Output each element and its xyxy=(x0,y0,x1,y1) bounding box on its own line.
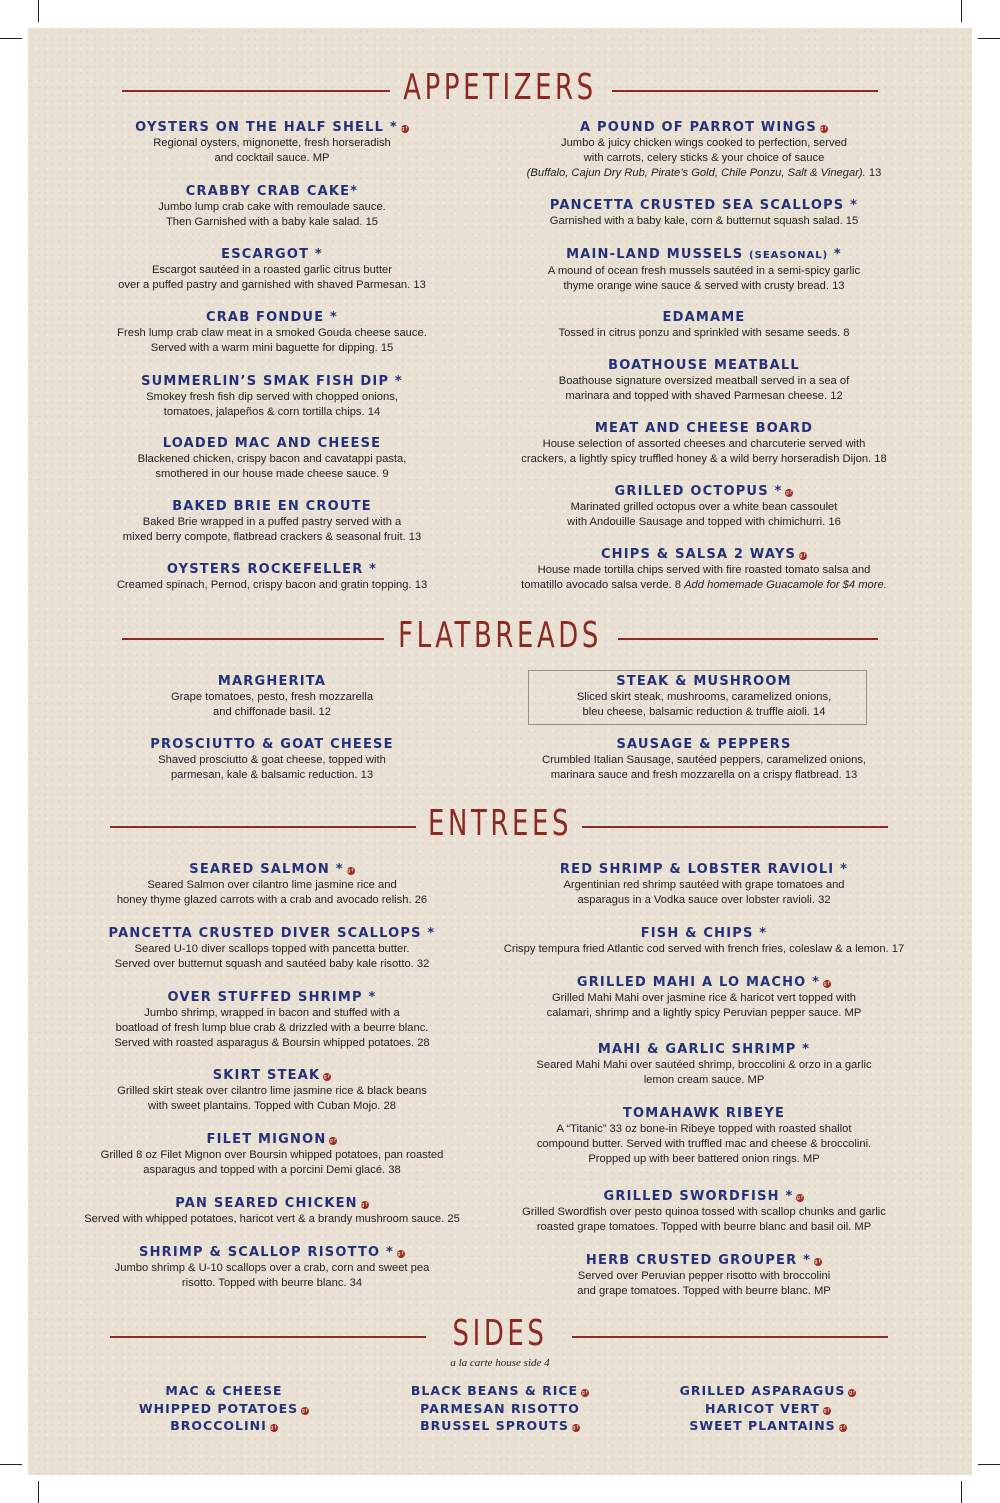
gf-dot-icon: gf xyxy=(785,490,794,496)
menu-item-name xyxy=(469,483,939,500)
side-item-name: SWEET PLANTAINS xyxy=(689,1418,836,1433)
description-text: asparagus and topped with a porcini Demi glacé. 38 xyxy=(143,1164,401,1176)
description-text: Jumbo lump crab cake with remoulade sauce. xyxy=(158,201,386,213)
menu-item-description xyxy=(42,405,502,420)
menu-item-title: STEAK & MUSHROOM xyxy=(616,674,792,689)
gf-dot-icon: gf xyxy=(397,1251,405,1257)
menu-item-title: BAKED BRIE EN CROUTE xyxy=(172,499,372,514)
menu-item-title: SHRIMP & SCALLOP RISOTTO * xyxy=(139,1245,394,1260)
menu-item-description xyxy=(42,1084,502,1099)
menu-item-description xyxy=(469,690,939,705)
sides-column xyxy=(94,1382,354,1435)
description-text: over a puffed pastry and garnished with shaved Parmesan. 13 xyxy=(118,279,426,291)
description-text: Grilled Swordfish over pesto quinoa tossed with scallop chunks and garlic xyxy=(522,1206,886,1218)
menu-item-name xyxy=(469,119,939,136)
menu-item-description xyxy=(42,278,502,293)
trim-mark xyxy=(961,0,962,22)
menu-item-name xyxy=(469,673,939,690)
menu-item xyxy=(469,861,939,908)
menu-item-description xyxy=(42,1006,502,1021)
description-text: A mound of ocean fresh mussels sautéed in a semi-spicy garlic xyxy=(547,265,861,277)
menu-item-title: HERB CRUSTED GROUPER * xyxy=(585,1253,812,1268)
menu-item-title: CRAB FONDUE * xyxy=(205,310,338,325)
gf-dot-icon: gf xyxy=(814,1259,822,1265)
description-text: marinara and topped with shaved Parmesan cheese. 12 xyxy=(565,390,843,402)
menu-item-description xyxy=(469,1073,939,1088)
section-header-entrees xyxy=(0,804,1000,844)
menu-item-title: GRILLED MAHI A LO MACHO * xyxy=(576,975,821,990)
menu-item xyxy=(469,197,939,229)
menu-item-description xyxy=(469,264,939,279)
section-title: ENTREES xyxy=(427,803,573,844)
menu-item-name xyxy=(42,736,502,753)
menu-item-title: ESCARGOT * xyxy=(221,247,323,262)
menu-item-description xyxy=(469,500,939,515)
sauce-options: (Buffalo, Cajun Dry Rub, Pirate’s Gold, Chile Ponzu, Salt & Vinegar). xyxy=(526,167,866,179)
menu-item-description xyxy=(469,1284,939,1299)
trim-mark xyxy=(961,1481,962,1503)
menu-item-description xyxy=(469,279,939,294)
menu-item-description xyxy=(42,515,502,530)
menu-item xyxy=(469,736,939,783)
gf-dot-icon: gf xyxy=(361,1202,369,1208)
menu-item-name xyxy=(42,119,502,136)
description-text: Garnished with a baby kale, corn & butternut squash salad. 15 xyxy=(549,215,859,227)
menu-item-description xyxy=(42,136,502,151)
description-text: Served with whipped potatoes, haricot vert & a brandy mushroom sauce. 25 xyxy=(84,1213,460,1225)
description-text: Served over butternut squash and sautéed baby kale risotto. 32 xyxy=(114,958,430,970)
description-text: Marinated grilled octopus over a white bean cassoulet xyxy=(570,501,838,513)
description-text: Seared Salmon over cilantro lime jasmine rice and xyxy=(147,879,397,891)
menu-item-description xyxy=(42,690,502,705)
menu-item-description xyxy=(469,136,939,151)
menu-item-description xyxy=(42,768,502,783)
menu-item-description xyxy=(469,893,939,908)
menu-item-description xyxy=(469,705,939,720)
menu-item xyxy=(42,1131,502,1178)
description-text: asparagus in a Vodka sauce over lobster ravioli. 32 xyxy=(577,894,831,906)
menu-item-description xyxy=(42,530,502,545)
gf-dot-icon: gf xyxy=(323,1074,331,1080)
menu-item-description xyxy=(469,1058,939,1073)
menu-item-title: PAN SEARED CHICKEN xyxy=(175,1196,358,1211)
description-text: Jumbo shrimp & U-10 scallops over a crab, corn and sweet pea xyxy=(114,1262,430,1274)
menu-item xyxy=(42,861,502,908)
side-item xyxy=(638,1400,898,1418)
menu-item-description xyxy=(42,151,502,166)
menu-item-name xyxy=(469,1041,939,1058)
side-item xyxy=(370,1417,630,1435)
menu-item xyxy=(42,989,502,1051)
menu-item-description xyxy=(42,957,502,972)
menu-item-description xyxy=(469,878,939,893)
side-item xyxy=(94,1382,354,1400)
sides-note: a la carte house side 4 xyxy=(450,1357,550,1369)
menu-item-description xyxy=(42,942,502,957)
gf-dot-icon: gf xyxy=(347,868,355,874)
menu-item-description xyxy=(42,467,502,482)
menu-item-description xyxy=(42,1276,502,1291)
menu-item-name xyxy=(469,1252,939,1269)
menu-item-description xyxy=(42,893,502,908)
sides-column xyxy=(370,1382,630,1435)
menu-item-description xyxy=(469,768,939,783)
menu-item-name xyxy=(42,373,502,390)
menu-item-name xyxy=(469,357,939,374)
menu-item-title: LOADED MAC AND CHEESE xyxy=(162,436,382,451)
menu-item xyxy=(469,546,939,593)
description-text: parmesan, kale & balsamic reduction. 13 xyxy=(170,769,374,781)
trim-mark xyxy=(38,0,39,22)
menu-item-name xyxy=(42,561,502,578)
gf-dot-icon: gf xyxy=(329,1138,338,1144)
description-text: Smokey fresh fish dip served with chopped onions, xyxy=(146,391,398,403)
description-text: Argentinian red shrimp sautéed with grape tomatoes and xyxy=(563,879,845,891)
description-text: and grape tomatoes. Topped with beurre blanc. MP xyxy=(577,1285,831,1297)
menu-item-title: MEAT AND CHEESE BOARD xyxy=(594,421,814,436)
menu-item-description xyxy=(42,1212,502,1227)
description-text: Jumbo & juicy chicken wings cooked to perfection, served xyxy=(560,137,848,149)
gf-dot-icon: gf xyxy=(839,1425,847,1431)
add-on-note: Add homemade Guacamole for $4 more. xyxy=(684,579,887,591)
menu-item-name xyxy=(469,925,939,942)
description-text: smothered in our house made cheese sauce. 9 xyxy=(155,468,389,480)
menu-item-title: GRILLED OCTOPUS * xyxy=(614,484,783,499)
menu-item-name xyxy=(42,498,502,515)
trim-mark xyxy=(978,38,1000,39)
price: 13 xyxy=(865,167,882,179)
gf-dot-icon: gf xyxy=(820,126,828,132)
side-item xyxy=(370,1400,630,1418)
menu-item-note: (SEASONAL) xyxy=(749,250,829,261)
menu-item-title: GRILLED SWORDFISH * xyxy=(603,1189,794,1204)
menu-item-name xyxy=(469,861,939,878)
description-text: and cocktail sauce. MP xyxy=(214,152,330,164)
description-text: with sweet plantains. Topped with Cuban Mojo. 28 xyxy=(148,1100,396,1112)
description-text: Crumbled Italian Sausage, sautéed peppers, caramelized onions, xyxy=(541,754,866,766)
description-text: Seared U-10 diver scallops topped with pancetta butter. xyxy=(134,943,410,955)
menu-item-title: FISH & CHIPS * xyxy=(640,926,768,941)
menu-item-description xyxy=(469,1122,939,1137)
menu-item-name xyxy=(469,736,939,753)
side-item-name: BRUSSEL SPROUTS xyxy=(420,1418,569,1433)
menu-item-description xyxy=(469,1137,939,1152)
description-text: House selection of assorted cheeses and charcuterie served with xyxy=(542,438,866,450)
gf-dot-icon: gf xyxy=(581,1390,589,1396)
description-text: A “Titanic” 33 oz bone-in Ribeye topped with roasted shallot xyxy=(556,1123,852,1135)
menu-item-name xyxy=(42,673,502,690)
menu-item-name xyxy=(469,246,939,264)
description-text: bleu cheese, balsamic reduction & truffle aioli. 14 xyxy=(582,706,826,718)
section-header-sides xyxy=(0,1314,1000,1354)
description-text: Grilled skirt steak over cilantro lime jasmine rice & black beans xyxy=(117,1085,427,1097)
description-text: Boathouse signature oversized meatball served in a sea of xyxy=(558,375,850,387)
description-text: Grilled Mahi Mahi over jasmine rice & haricot vert topped with xyxy=(551,992,857,1004)
menu-item-description xyxy=(42,705,502,720)
gf-dot-icon: gf xyxy=(301,1407,309,1414)
menu-item-description xyxy=(42,878,502,893)
description-text: marinara sauce and fresh mozzarella on a crispy flatbread. 13 xyxy=(550,769,858,781)
side-item xyxy=(94,1400,354,1418)
trim-mark xyxy=(38,1481,39,1503)
menu-item-description xyxy=(42,1163,502,1178)
menu-item-description xyxy=(469,437,939,452)
side-item-name: BLACK BEANS & RICE xyxy=(410,1383,579,1398)
description-text: Served over Peruvian pepper risotto with broccolini xyxy=(577,1270,831,1282)
side-item xyxy=(94,1417,354,1435)
menu-item-title: TOMAHAWK RIBEYE xyxy=(622,1106,786,1121)
side-item xyxy=(638,1382,898,1400)
description-text: honey thyme glazed carrots with a crab and avocado relish. 26 xyxy=(116,894,428,906)
menu-item-description xyxy=(469,389,939,404)
description-text: Jumbo shrimp, wrapped in bacon and stuffed with a xyxy=(144,1007,400,1019)
gf-dot-icon: gf xyxy=(848,1390,856,1396)
menu-item-description xyxy=(469,374,939,389)
menu-item-title: PROSCIUTTO & GOAT CHEESE xyxy=(150,737,394,752)
menu-item xyxy=(42,309,502,356)
menu-item-name xyxy=(42,925,502,942)
description-text: House made tortilla chips served with fire roasted tomato salsa and xyxy=(537,564,871,576)
menu-item-title: A POUND OF PARROT WINGS xyxy=(580,120,817,135)
menu-item xyxy=(42,373,502,420)
menu-item xyxy=(42,1195,502,1227)
section-title: FLATBREADS xyxy=(398,615,602,656)
menu-item-name xyxy=(42,435,502,452)
description-text: and chiffonade basil. 12 xyxy=(213,706,331,718)
menu-item xyxy=(469,974,939,1021)
menu-item-description xyxy=(42,263,502,278)
menu-item-description xyxy=(469,214,939,229)
menu-item-title: MAIN-LAND MUSSELS xyxy=(566,247,744,262)
menu-item xyxy=(42,119,502,166)
menu-item-name xyxy=(469,1105,939,1122)
menu-item xyxy=(469,483,939,530)
menu-item-description xyxy=(469,578,939,593)
menu-item-description xyxy=(469,942,939,957)
menu-item-description xyxy=(42,200,502,215)
menu-item-name xyxy=(42,989,502,1006)
side-item-name: PARMESAN RISOTTO xyxy=(420,1400,580,1416)
menu-item xyxy=(42,561,502,593)
side-item-name: WHIPPED POTATOES xyxy=(138,1400,299,1416)
gf-dot-icon: gf xyxy=(270,1425,278,1431)
description-text: tomatoes, jalapeños & corn tortilla chips. 14 xyxy=(163,406,381,418)
menu-item xyxy=(42,673,502,720)
description-text: with Andouille Sausage and topped with chimichurri. 16 xyxy=(567,516,841,528)
menu-item xyxy=(42,1067,502,1114)
menu-item-description xyxy=(469,326,939,341)
description-text: mixed berry compote, flatbread crackers & seasonal fruit. 13 xyxy=(122,531,422,543)
menu-item xyxy=(42,498,502,545)
menu-item xyxy=(42,435,502,482)
menu-item-description xyxy=(42,1148,502,1163)
description-text: calamari, shrimp and a lightly spicy Peruvian pepper sauce. MP xyxy=(546,1007,862,1019)
description-text: Tossed in citrus ponzu and sprinkled with sesame seeds. 8 xyxy=(558,327,850,339)
menu-item-name xyxy=(469,309,939,326)
menu-item-description xyxy=(42,753,502,768)
menu-item-description xyxy=(469,1269,939,1284)
menu-item-title: PANCETTA CRUSTED SEA SCALLOPS * xyxy=(549,198,859,213)
menu-item xyxy=(42,183,502,230)
menu-item-title: EDAMAME xyxy=(662,310,746,325)
section-title: APPETIZERS xyxy=(403,67,597,108)
sides-column xyxy=(638,1382,898,1435)
description-text: lemon cream sauce. MP xyxy=(643,1074,765,1086)
menu-item-description xyxy=(469,452,939,467)
description-text: Fresh lump crab claw meat in a smoked Gouda cheese sauce. xyxy=(117,327,427,339)
side-item xyxy=(370,1382,630,1400)
menu-item-title: OYSTERS ROCKEFELLER * xyxy=(166,562,378,577)
menu-item-description xyxy=(42,1261,502,1276)
side-item-name: MAC & CHEESE xyxy=(165,1383,283,1398)
menu-item-name xyxy=(42,1131,502,1148)
menu-item xyxy=(469,357,939,404)
menu-item xyxy=(42,736,502,783)
menu-item-description xyxy=(42,1021,502,1036)
menu-item-description xyxy=(469,151,939,166)
description-text: Sliced skirt steak, mushrooms, caramelized onions, xyxy=(576,691,832,703)
side-item xyxy=(638,1417,898,1435)
menu-item-title: MARGHERITA xyxy=(217,674,327,689)
menu-item-title: MAHI & GARLIC SHRIMP * xyxy=(597,1042,811,1057)
menu-item-description xyxy=(469,166,939,181)
gf-dot-icon: gf xyxy=(796,1195,805,1201)
gf-dot-icon: gf xyxy=(823,981,831,987)
description-text: Regional oysters, mignonette, fresh horseradish xyxy=(153,137,391,149)
menu-item-name xyxy=(42,861,502,878)
menu-item-title: PANCETTA CRUSTED DIVER SCALLOPS * xyxy=(108,926,436,941)
description-text: Baked Brie wrapped in a puffed pastry served with a xyxy=(142,516,402,528)
trim-mark xyxy=(978,1464,1000,1465)
description-text: with carrots, celery sticks & your choice of sauce xyxy=(583,152,825,164)
side-item-name: BROCCOLINI xyxy=(170,1418,267,1433)
description-text: tomatillo avocado salsa verde. 8 xyxy=(521,579,685,591)
description-text: Propped up with beer battered onion rings. MP xyxy=(588,1153,820,1165)
description-text: Creamed spinach, Pernod, crispy bacon and gratin topping. 13 xyxy=(116,579,428,591)
description-text: compound butter. Served with truffled mac and cheese & broccolini. xyxy=(536,1138,872,1150)
menu-item xyxy=(469,1105,939,1167)
menu-item-description xyxy=(469,1205,939,1220)
menu-item-description xyxy=(42,1099,502,1114)
menu-item-title: FILET MIGNON xyxy=(206,1132,327,1147)
menu-item-name xyxy=(469,197,939,214)
menu-item-name xyxy=(42,246,502,263)
menu-item xyxy=(42,246,502,293)
description-text: boatload of fresh lump blue crab & drizzled with a beurre blanc. xyxy=(115,1022,429,1034)
menu-item xyxy=(469,1041,939,1088)
menu-item xyxy=(469,925,939,957)
menu-item-name xyxy=(42,309,502,326)
menu-item-description xyxy=(469,1220,939,1235)
menu-item-description xyxy=(42,390,502,405)
description-text: Grilled 8 oz Filet Mignon over Boursin whipped potatoes, pan roasted xyxy=(100,1149,444,1161)
menu-item-description xyxy=(469,1006,939,1021)
side-item-name: GRILLED ASPARAGUS xyxy=(679,1383,846,1398)
gf-dot-icon: gf xyxy=(572,1425,580,1431)
menu-item-name xyxy=(42,183,502,200)
gf-dot-icon: gf xyxy=(401,126,409,132)
menu-item-title: SAUSAGE & PEPPERS xyxy=(616,737,792,752)
description-text: Served with roasted asparagus & Boursin whipped potatoes. 28 xyxy=(114,1037,430,1049)
menu-item-description xyxy=(469,1152,939,1167)
menu-item-title: SEARED SALMON * xyxy=(189,862,344,877)
menu-item-description xyxy=(469,753,939,768)
side-item-name: HARICOT VERT xyxy=(705,1400,820,1416)
menu-item-name xyxy=(469,420,939,437)
menu-item-title: BOATHOUSE MEATBALL xyxy=(608,358,800,373)
menu-item-description xyxy=(42,215,502,230)
menu-item-description xyxy=(42,452,502,467)
description-text: Shaved prosciutto & goat cheese, topped with xyxy=(158,754,386,766)
section-title: SIDES xyxy=(452,1313,548,1354)
menu-item-title: SUMMERLIN’S SMAK FISH DIP * xyxy=(141,374,403,389)
menu-item-name xyxy=(469,1188,939,1205)
menu-item-description xyxy=(469,563,939,578)
trim-mark xyxy=(0,1464,22,1465)
description-text: Seared Mahi Mahi over sautéed shrimp, broccolini & orzo in a garlic xyxy=(536,1059,872,1071)
description-text: roasted grape tomatoes. Topped with beurre blanc and basil oil. MP xyxy=(536,1221,872,1233)
menu-item-description xyxy=(469,991,939,1006)
menu-item xyxy=(42,925,502,972)
description-text: Then Garnished with a baby kale salad. 15 xyxy=(165,216,379,228)
description-text: Crispy tempura fried Atlantic cod served with french fries, coleslaw & a lemon. 17 xyxy=(503,943,905,955)
menu-item-description xyxy=(42,578,502,593)
menu-item-mark: * xyxy=(828,247,842,262)
menu-item xyxy=(469,420,939,467)
description-text: crackers, a lightly spicy truffled honey & a wild berry horseradish Dijon. 18 xyxy=(521,453,887,465)
menu-item-title: RED SHRIMP & LOBSTER RAVIOLI * xyxy=(559,862,849,877)
menu-item xyxy=(469,119,939,181)
menu-item xyxy=(42,1244,502,1291)
menu-item xyxy=(469,246,939,294)
menu-item xyxy=(469,309,939,341)
description-text: thyme orange wine sauce & served with crusty bread. 13 xyxy=(563,280,845,292)
menu-item xyxy=(469,1188,939,1235)
menu-item xyxy=(469,1252,939,1299)
menu-item-name xyxy=(469,974,939,991)
menu-item-description xyxy=(42,326,502,341)
gf-dot-icon: gf xyxy=(823,1407,831,1414)
description-text: Served with a warm mini baguette for dipping. 15 xyxy=(150,342,394,354)
menu-item-name xyxy=(42,1244,502,1261)
menu-item-title: OYSTERS ON THE HALF SHELL * xyxy=(135,120,398,135)
gf-dot-icon: gf xyxy=(799,553,807,559)
menu-item-description xyxy=(469,515,939,530)
menu-item-title: SKIRT STEAK xyxy=(212,1068,321,1083)
description-text: Escargot sautéed in a roasted garlic citrus butter xyxy=(151,264,393,276)
menu-item-title: OVER STUFFED SHRIMP * xyxy=(167,990,377,1005)
menu-item-name xyxy=(42,1067,502,1084)
menu-item-description xyxy=(42,1036,502,1051)
trim-mark xyxy=(0,38,22,39)
menu-item-name xyxy=(469,546,939,563)
section-header-appetizers xyxy=(0,68,1000,108)
menu-item xyxy=(469,673,939,720)
description-text: risotto. Topped with beurre blanc. 34 xyxy=(181,1277,363,1289)
description-text: Grape tomatoes, pesto, fresh mozzarella xyxy=(170,691,374,703)
description-text: Blackened chicken, crispy bacon and cavatappi pasta, xyxy=(137,453,407,465)
menu-item-description xyxy=(42,341,502,356)
menu-item-title: CHIPS & SALSA 2 WAYS xyxy=(600,547,797,562)
menu-item-title: CRABBY CRAB CAKE* xyxy=(185,184,359,199)
section-header-flatbreads xyxy=(0,616,1000,656)
menu-item-name xyxy=(42,1195,502,1212)
